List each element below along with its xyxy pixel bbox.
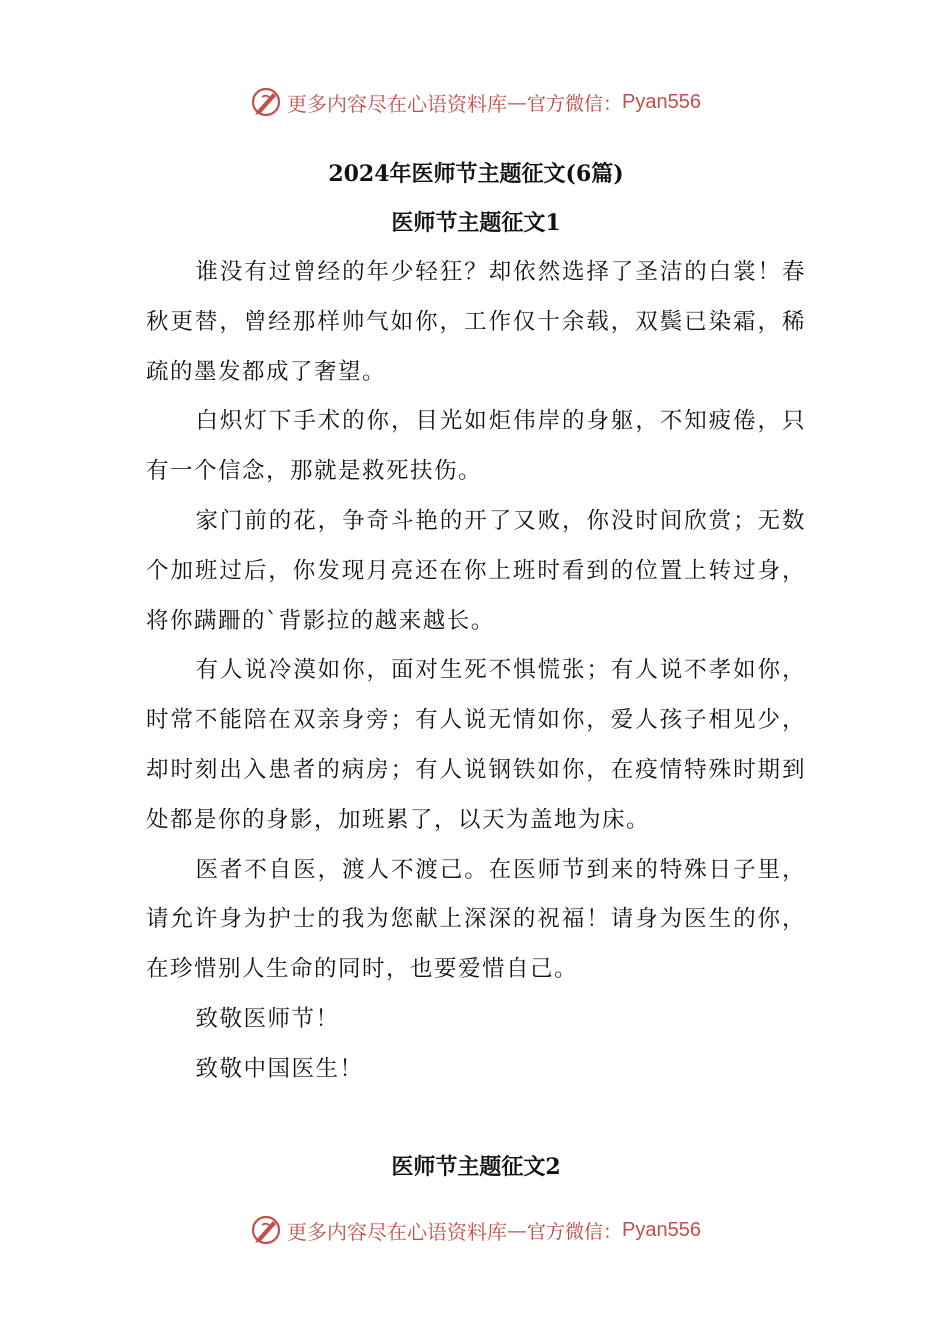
pen-logo-icon <box>249 1213 283 1247</box>
banner-wechat-id: Pyan556 <box>622 1218 701 1241</box>
document-body <box>146 150 806 1095</box>
banner-official-text: 官方微信： <box>527 92 623 115</box>
section-2-heading: 医师节主题征文2 <box>391 1154 561 1180</box>
section-2 <box>146 1142 806 1192</box>
paragraph: 家门前的花，争奇斗艳的开了又败，你没时间欣赏；无数个加班过后，你发现月亮还在你上班时看到的位置上转过身，将你蹒跚的`背影拉的越来越长。 <box>146 507 806 634</box>
pen-logo-icon <box>249 85 283 119</box>
paragraph: 致敬中国医生！ <box>195 1055 364 1082</box>
banner-dash: — <box>507 90 527 114</box>
paragraph: 医者不自医，渡人不渡己。在医师节到来的特殊日子里，请允许身为护士的我为您献上深深的祝福！请身为医生的你，在珍惜别人生命的同时，也要爱惜自己。 <box>146 856 806 983</box>
footer-banner <box>0 1210 950 1250</box>
section-1-heading: 医师节主题征文1 <box>391 210 561 236</box>
banner-wechat-id: Pyan556 <box>622 90 701 113</box>
paragraph: 谁没有过曾经的年少轻狂？却依然选择了圣洁的白裳！春秋更替，曾经那样帅气如你，工作仅十余载，双鬓已染霜，稀疏的墨发都成了奢望。 <box>146 259 806 385</box>
paragraph: 有人说冷漠如你，面对生死不惧慌张；有人说不孝如你，时常不能陪在双亲身旁；有人说无情如你，爱人孩子相见少，却时刻出入患者的病房；有人说钢铁如你，在疫情特殊时期到处都是你的身影，加班累了，以天为盖地为床。 <box>146 657 806 833</box>
banner-main-text: 更多内容尽在心语资料库 <box>287 91 507 116</box>
document-title: 2024年医师节主题征文(6篇) <box>328 161 624 187</box>
header-banner <box>0 82 950 122</box>
banner-dash: — <box>507 1218 527 1242</box>
banner-main-text: 更多内容尽在心语资料库 <box>287 1219 507 1244</box>
paragraph: 致敬医师节！ <box>195 1005 340 1032</box>
paragraph: 白炽灯下手术的你，目光如炬伟岸的身躯，不知疲倦，只有一个信念，那就是救死扶伤。 <box>146 408 806 485</box>
banner-official-text: 官方微信： <box>527 1220 623 1243</box>
